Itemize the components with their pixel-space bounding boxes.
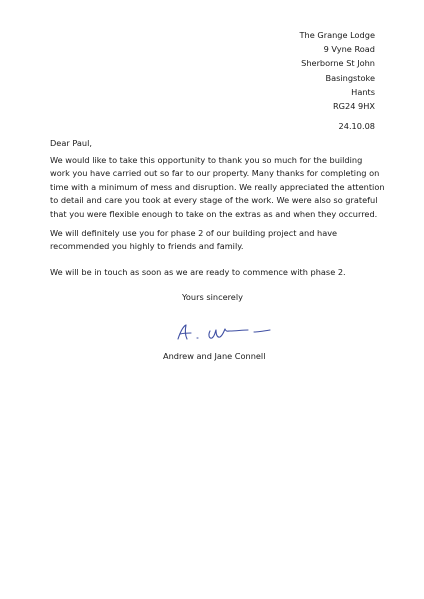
sender-address <box>300 28 375 113</box>
paragraph-line: recommended you highly to friends and family. <box>50 241 244 252</box>
paragraph-line: that you were flexible enough to take on the extras as and when they occurred. <box>50 208 378 219</box>
address-line-2: 9 Vyne Road <box>323 44 375 55</box>
address-line-3: Sherborne St John <box>301 58 375 69</box>
paragraph-line: to detail and care you took at every stage of the work. We were also so grateful <box>50 195 378 206</box>
body-paragraph-1 <box>50 154 385 221</box>
signature-stroke <box>178 325 187 339</box>
signature-stroke <box>254 330 270 332</box>
body-paragraph-3 <box>50 266 380 279</box>
salutation: Dear Paul, <box>50 138 92 148</box>
signature-stroke <box>209 329 248 338</box>
paragraph-line: We will be in touch as soon as we are ready to commence with phase 2. <box>50 267 346 277</box>
handwritten-signature <box>170 318 280 346</box>
paragraph-line: time with a minimum of mess and disruption. We really appreciated the attention <box>50 181 385 192</box>
paragraph-line: We would like to take this opportunity to thank you so much for the building <box>50 155 363 165</box>
address-line-6: RG24 9HX <box>332 101 375 112</box>
body-paragraph-2 <box>50 227 380 254</box>
address-line-1: The Grange Lodge <box>299 30 375 40</box>
closing: Yours sincerely <box>182 292 243 302</box>
signatory-name: Andrew and Jane Connell <box>163 351 266 361</box>
address-line-4: Basingstoke <box>325 72 375 83</box>
letter-date: 24.10.08 <box>338 121 375 131</box>
address-line-5: Hants <box>351 86 375 97</box>
paragraph-line: We will definitely use you for phase 2 of our building project and have <box>50 228 338 238</box>
paragraph-line: work you have carried out so far to our property. Many thanks for completing on <box>50 168 380 179</box>
